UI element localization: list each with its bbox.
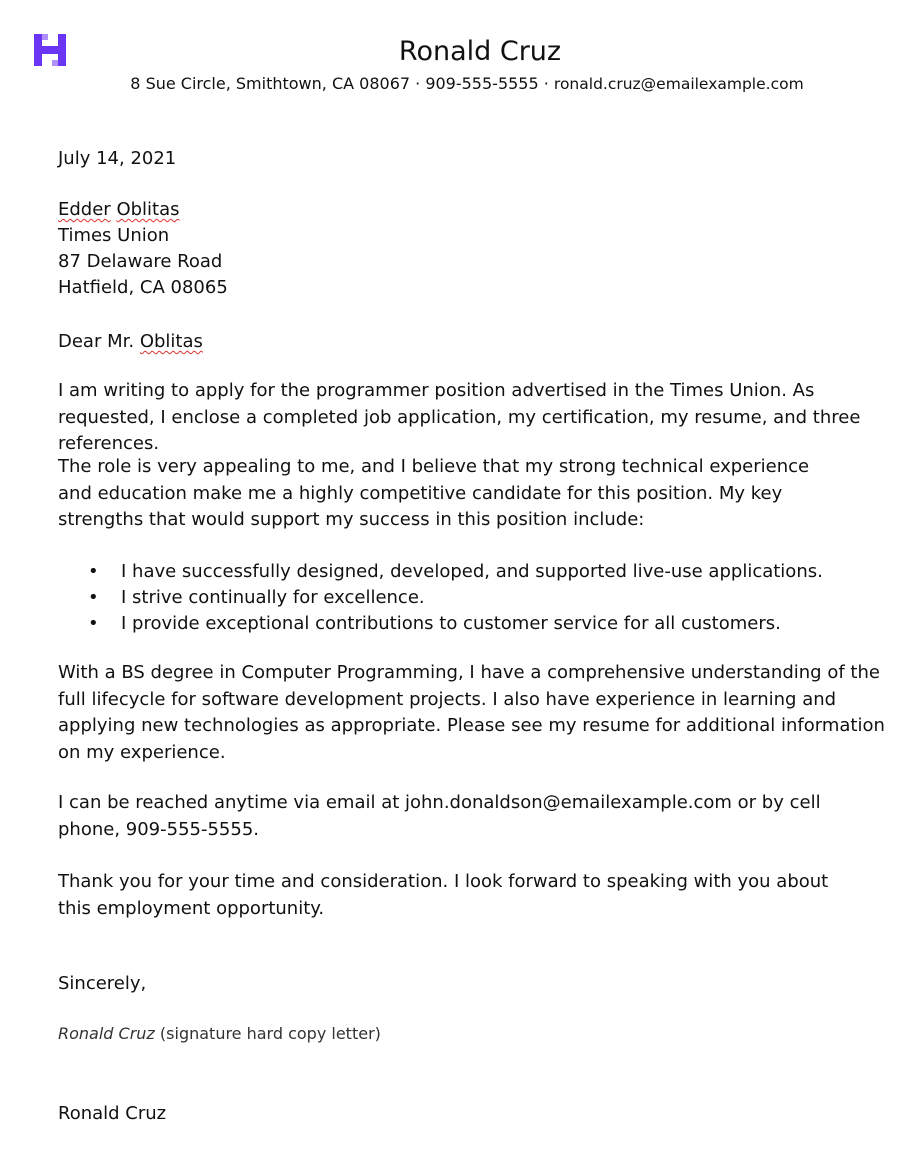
recipient-first-name: Edder	[58, 199, 111, 220]
signature-note: (signature hard copy letter)	[154, 1024, 381, 1043]
body-paragraph-4: I can be reached anytime via email at john.donaldson@emailexample.com or by cell phone, 909-555-5555.	[58, 792, 821, 840]
recipient-address	[58, 197, 228, 301]
salutation-name: Oblitas	[139, 331, 203, 352]
closing: Sincerely,	[58, 973, 147, 994]
salutation-prefix: Dear Mr.	[58, 331, 140, 352]
sender-email: ronald.cruz@emailexample.com	[553, 75, 804, 93]
list-item: • I have successfully designed, developed, and supported live-use applications.	[58, 559, 823, 585]
signature-line	[58, 1023, 381, 1045]
strengths-list	[58, 559, 823, 637]
letter-date: July 14, 2021	[58, 148, 177, 169]
sender-name: Ronald Cruz	[398, 36, 562, 67]
sender-contact-line: 8 Sue Circle, Smithtown, CA 08067 · 909-555-5555 ·	[130, 74, 554, 93]
sender-contact	[0, 73, 902, 95]
body-paragraph-1: I am writing to apply for the programmer position advertised in the Times Union. As requested, I enclose a completed job application, my certification, my resume, and three references.	[58, 380, 861, 454]
signature-name: Ronald Cruz	[58, 1024, 155, 1043]
recipient-name	[58, 197, 228, 223]
printed-name: Ronald Cruz	[58, 1103, 167, 1124]
recipient-city: Hatfield, CA 08065	[58, 277, 228, 298]
body-paragraph-2: The role is very appealing to me, and I believe that my strong technical experience and education make me a highly competitive candidate for this position. My key strengths that would support my success in this position include:	[58, 456, 810, 530]
list-item: • I provide exceptional contributions to customer service for all customers.	[58, 611, 823, 637]
list-item: • I strive continually for excellence.	[58, 585, 823, 611]
recipient-street: 87 Delaware Road	[58, 251, 223, 272]
body-paragraph-5: Thank you for your time and consideration. I look forward to speaking with you about this employment opportunity.	[58, 871, 829, 919]
salutation	[58, 329, 203, 355]
body-paragraph-3: With a BS degree in Computer Programming, I have a comprehensive understanding of the full lifecycle for software development projects. I also have experience in learning and applying new technologies as appropriate. Please see my resume for additional information on my experience.	[58, 662, 885, 763]
recipient-company: Times Union	[58, 225, 170, 246]
recipient-last-name: Oblitas	[116, 199, 180, 220]
